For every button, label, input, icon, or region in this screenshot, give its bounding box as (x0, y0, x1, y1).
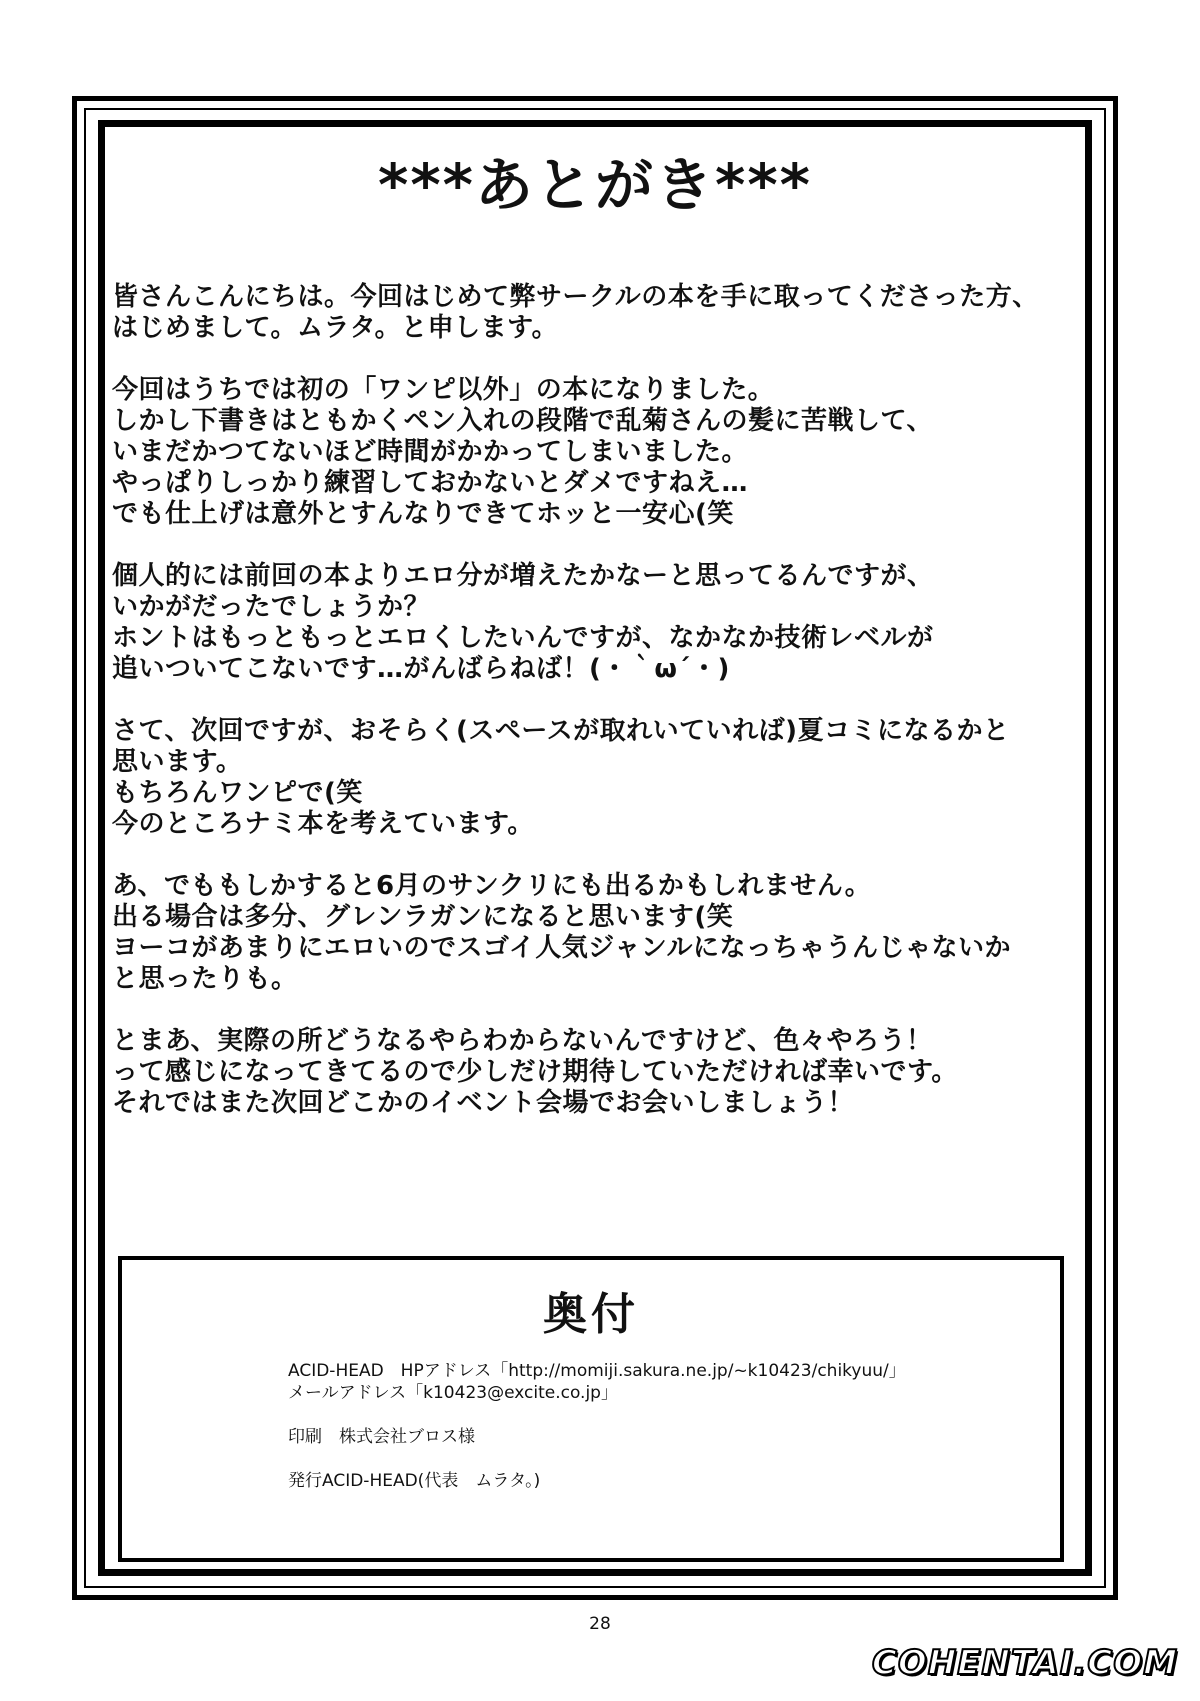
text-line: 出る場合は多分、グレンラガンになると思います(笑 (112, 902, 734, 932)
text-line: いまだかつてないほど時間がかかってしまいました。 (112, 437, 749, 467)
page-number: 28 (589, 1614, 611, 1634)
text-line: とまあ、実際の所どうなるやらわからないんですけど、色々やろう！ (112, 1026, 933, 1056)
colophon-box (118, 1256, 1064, 1562)
colophon-email: メールアドレス「k10423@excite.co.jp」 (288, 1383, 618, 1403)
text-line: さて、次回ですが、おそらく(スペースが取れいていれば)夏コミになるかと (112, 716, 1010, 746)
text-line: 皆さんこんにちは。今回はじめて弊サークルの本を手に取ってくださった方、 (112, 282, 1039, 312)
text-line: やっぱりしっかり練習しておかないとダメですねえ… (112, 468, 749, 498)
text-line: あ、でももしかすると6月のサンクリにも出るかもしれません。 (112, 871, 872, 901)
colophon-homepage: ACID-HEAD HPアドレス「http://momiji.sakura.ne.jp/~k10423/chikyuu/」 (288, 1361, 906, 1381)
text-line: って感じになってきてるので少しだけ期待していただければ幸いです。 (112, 1057, 958, 1087)
text-line: 今のところナミ本を考えています。 (112, 809, 534, 839)
text-line: はじめまして。ムラタ。と申します。 (112, 313, 559, 343)
text-line: しかし下書きはともかくペン入れの段階で乱菊さんの髪に苦戦して、 (112, 406, 933, 436)
colophon-details (288, 1360, 906, 1492)
text-line: 個人的には前回の本よりエロ分が増えたかなーと思ってるんですが、 (112, 561, 934, 591)
paragraph-production (112, 375, 1092, 530)
paragraph-impressions (112, 561, 1092, 685)
afterword-body (112, 282, 1092, 1150)
colophon-printer: 印刷 株式会社ブロス様 (288, 1427, 475, 1447)
text-line: もちろんワンピで(笑 (112, 778, 363, 808)
paragraph-next-event (112, 716, 1092, 840)
text-line: いかがだったでしょうか？ (112, 592, 431, 622)
text-line: と思ったりも。 (112, 964, 298, 994)
paragraph-greeting (112, 282, 1092, 344)
paragraph-closing (112, 1026, 1092, 1119)
paragraph-june-event (112, 871, 1092, 995)
text-line: でも仕上げは意外とすんなりできてホッと一安心(笑 (112, 499, 734, 529)
text-line: 今回はうちでは初の「ワンピ以外」の本になりました。 (112, 375, 775, 405)
afterword-title: ***あとがき*** (378, 151, 812, 219)
colophon-title: 奥付 (543, 1289, 639, 1340)
watermark: COHENTAI.COM (871, 1643, 1178, 1683)
text-line: 思います。 (112, 747, 243, 777)
text-line: 追いついてこないです…がんばらねば！(・｀ω´・) (112, 654, 730, 684)
text-line: それではまた次回どこかのイベント会場でお会いしましょう！ (112, 1088, 855, 1118)
text-line: ヨーコがあまりにエロいのでスゴイ人気ジャンルになっちゃうんじゃないか (112, 933, 1012, 963)
text-line: ホントはもっともっとエロくしたいんですが、なかなか技術レベルが (112, 623, 934, 653)
colophon-publisher: 発行ACID-HEAD(代表 ムラタ。) (288, 1471, 541, 1491)
